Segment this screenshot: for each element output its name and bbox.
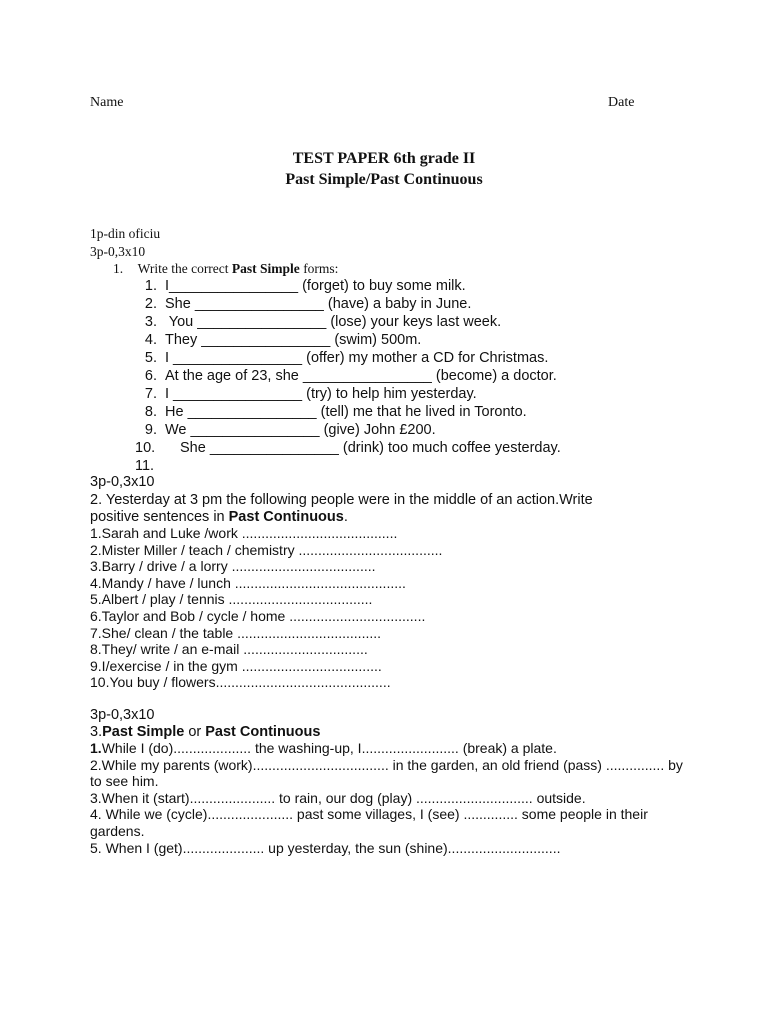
intro-line-1: 1p-din oficiu <box>90 226 161 241</box>
list-item: 1. I________________ (forget) to buy some milk. <box>144 278 466 294</box>
ex1-list <box>135 277 561 475</box>
ex2-instruction-1: 2. Yesterday at 3 pm the following people were in the middle of an action.Write <box>90 492 593 508</box>
list-item: 8.They/ write / an e-mail ................................ <box>90 641 368 658</box>
list-item: 3.Barry / drive / a lorry ..................................... <box>90 558 376 575</box>
ex2-list <box>90 525 442 691</box>
intro-line-2: 3p-0,3x10 <box>90 244 146 259</box>
list-item: 2. She ________________ (have) a baby in June. <box>144 296 472 312</box>
list-item: 9.I/exercise / in the gym .................................... <box>90 657 382 674</box>
date-label: Date <box>608 95 635 110</box>
list-item: 1.While I (do).................... the washing-up, I......................... (break) a plate. <box>90 740 557 756</box>
ex2-instruction-2: positive sentences in Past Continuous. <box>90 509 348 525</box>
ex3-score: 3p-0,3x10 <box>90 707 155 723</box>
list-item: 10.You buy / flowers............................................. <box>90 674 391 691</box>
list-item: 3.When it (start)...................... to rain, our dog (play) .............................. outside. <box>90 789 586 806</box>
list-item: 4.Mandy / have / lunch ............................................ <box>90 574 406 591</box>
list-item: 5. When I (get)..................... up yesterday, the sun (shine)............................. <box>90 839 561 856</box>
page-subtitle: Past Simple/Past Continuous <box>285 171 483 188</box>
ex1-text-bold: Past Simple <box>231 261 300 276</box>
ex2-score: 3p-0,3x10 <box>90 474 155 490</box>
list-item: 5.Albert / play / tennis ..................................... <box>90 591 373 608</box>
ex3-list <box>90 740 690 856</box>
list-item: 1.Sarah and Luke /work ........................................ <box>90 525 398 541</box>
ex1-text-post: forms: <box>299 261 339 276</box>
list-item: 6. At the age of 23, she ________________ (become) a doctor. <box>144 368 557 384</box>
list-item: 3. You ________________ (lose) your keys last week. <box>144 314 502 330</box>
list-item: 7.She/ clean / the table ..................................... <box>90 624 382 641</box>
ex3-heading: 3.Past Simple or Past Continuous <box>90 724 321 740</box>
list-item: 10. She ________________ (drink) too much coffee yesterday. <box>135 440 561 456</box>
name-label: Name <box>90 95 124 110</box>
list-item: 5. I ________________ (offer) my mother a CD for Christmas. <box>144 350 549 366</box>
list-item: 4. While we (cycle)...................... past some villages, I (see) .............. some people in their gardens. <box>90 806 648 839</box>
list-item: 4. They ________________ (swim) 500m. <box>144 332 422 348</box>
list-item: 11. <box>135 458 155 474</box>
list-item: 9. We ________________ (give) John £200. <box>144 422 436 438</box>
ex1-instruction <box>113 261 338 277</box>
ex1-text-pre: Write the correct <box>137 261 232 276</box>
list-item: 6.Taylor and Bob / cycle / home ................................... <box>90 607 426 624</box>
list-item: 2.While my parents (work)................................... in the garden, an old friend (pass) ............... by to see him. <box>90 756 683 790</box>
page-title: TEST PAPER 6th grade II <box>292 150 476 167</box>
list-item: 2.Mister Miller / teach / chemistry ..................................... <box>90 541 443 558</box>
ex1-number: 1. <box>113 261 124 276</box>
list-item: 7. I ________________ (try) to help him yesterday. <box>144 386 477 402</box>
list-item: 8. He ________________ (tell) me that he lived in Toronto. <box>144 404 527 420</box>
